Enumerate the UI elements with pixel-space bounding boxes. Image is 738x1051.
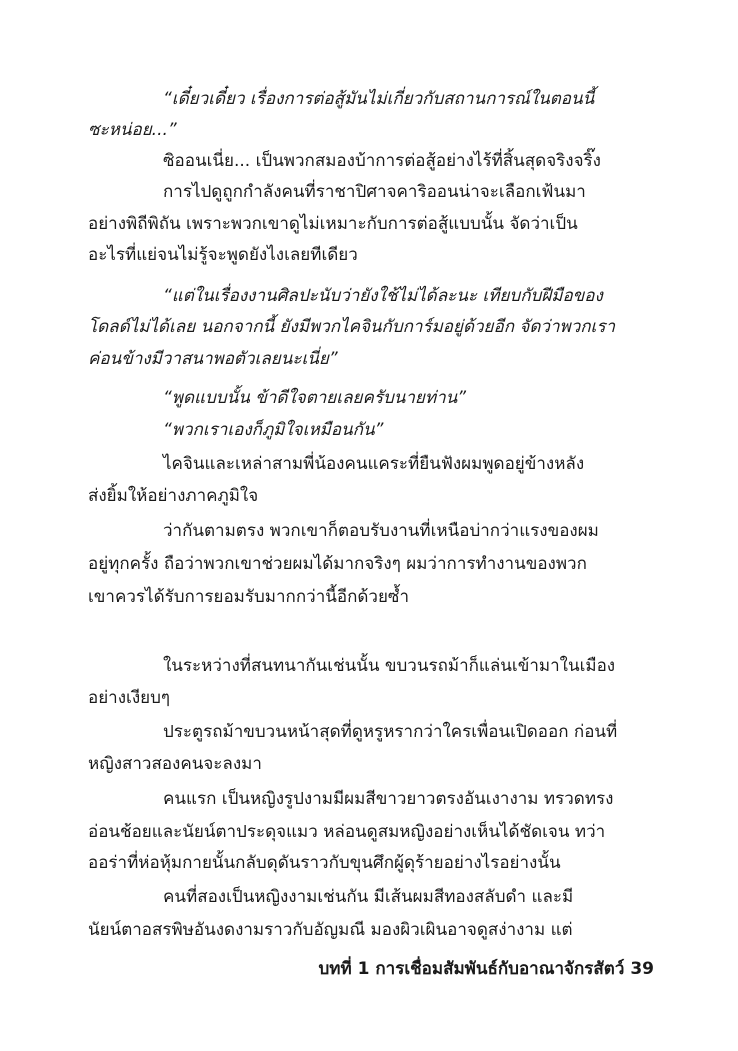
text-line: การไปดูถูกกำลังคนที่ราชาปิศาจคาริออนน่าจะเลือกเฟ้นมา (163, 182, 586, 202)
text-line: ออร่าที่ห่อหุ้มกายนั้นกลับดุดันราวกับขุนศึกผู้ดุร้ายอย่างไรอย่างนั้น (88, 853, 561, 873)
text-line: ค่อนข้างมีวาสนาพอตัวเลยนะเนี่ย” (88, 349, 338, 369)
text-line: อย่างพิถีพิถัน เพราะพวกเขาดูไม่เหมาะกับการต่อสู้แบบนั้น จัดว่าเป็น (88, 214, 578, 234)
text-line: เขาควรได้รับการยอมรับมากกว่านี้อีกด้วยซ้ำ (88, 587, 409, 607)
text-line: ในระหว่างที่สนทนากันเช่นนั้น ขบวนรถม้าก็แล่นเข้ามาในเมือง (163, 656, 616, 676)
text-line: ซะหน่อย...” (88, 120, 177, 140)
text-line: ซิออนเนี่ย... เป็นพวกสมองบ้าการต่อสู้อย่างไร้ที่สิ้นสุดจริงจริ๊ง (163, 151, 601, 171)
page-number: 39 (630, 959, 654, 979)
chapter-title: บทที่ 1 การเชื่อมสัมพันธ์กับอาณาจักรสัตว์ (318, 959, 625, 979)
text-line: ว่ากันตามตรง พวกเขาก็ตอบรับงานที่เหนือบ่ากว่าแรงของผม (163, 521, 599, 541)
page-footer (319, 957, 655, 981)
text-line: “แต่ในเรื่องงานศิลปะนับว่ายังใช้ไม่ได้ละนะ เทียบกับฝีมือของ (163, 286, 603, 306)
text-line: คนที่สองเป็นหญิงงามเช่นกัน มีเส้นผมสีทองสลับดำ และมี (163, 887, 574, 907)
text-line: นัยน์ตาอสรพิษอันงดงามราวกับอัญมณี มองผิวเผินอาจดูสง่างาม แต่ (88, 920, 573, 940)
text-line: ส่งยิ้มให้อย่างภาคภูมิใจ (88, 486, 259, 506)
text-line: “เดี๋ยวเดี๋ยว เรื่องการต่อสู้มันไม่เกี่ยวกับสถานการณ์ในตอนนี้ (163, 89, 595, 109)
text-line: อยู่ทุกครั้ง ถือว่าพวกเขาช่วยผมได้มากจริงๆ ผมว่าการทำงานของพวก (88, 554, 587, 574)
text-line: อะไรที่แย่จนไม่รู้จะพูดยังไงเลยทีเดียว (88, 245, 358, 265)
text-line: ไคจินและเหล่าสามพี่น้องคนแคระที่ยืนฟังผมพูดอยู่ข้างหลัง (163, 454, 585, 474)
text-line: หญิงสาวสองคนจะลงมา (88, 754, 262, 774)
text-line: “พูดแบบนั้น ข้าดีใจตายเลยครับนายท่าน” (163, 388, 467, 408)
text-line: “พวกเราเองก็ภูมิใจเหมือนกัน” (163, 420, 384, 440)
text-line: อ่อนช้อยและนัยน์ตาประดุจแมว หล่อนดูสมหญิงอย่างเห็นได้ชัดเจน ทว่า (88, 822, 606, 842)
text-line: คนแรก เป็นหญิงรูปงามมีผมสีขาวยาวตรงอันเงางาม ทรวดทรง (163, 789, 614, 809)
text-line: อย่างเงียบๆ (88, 688, 171, 708)
text-line: โดลด์ไม่ได้เลย นอกจากนี้ ยังมีพวกไคจินกับการ์มอยู่ด้วยอีก จัดว่าพวกเรา (88, 317, 616, 337)
text-line: ประตูรถม้าขบวนหน้าสุดที่ดูหรูหรากว่าใครเพื่อนเปิดออก ก่อนที่ (163, 722, 618, 742)
